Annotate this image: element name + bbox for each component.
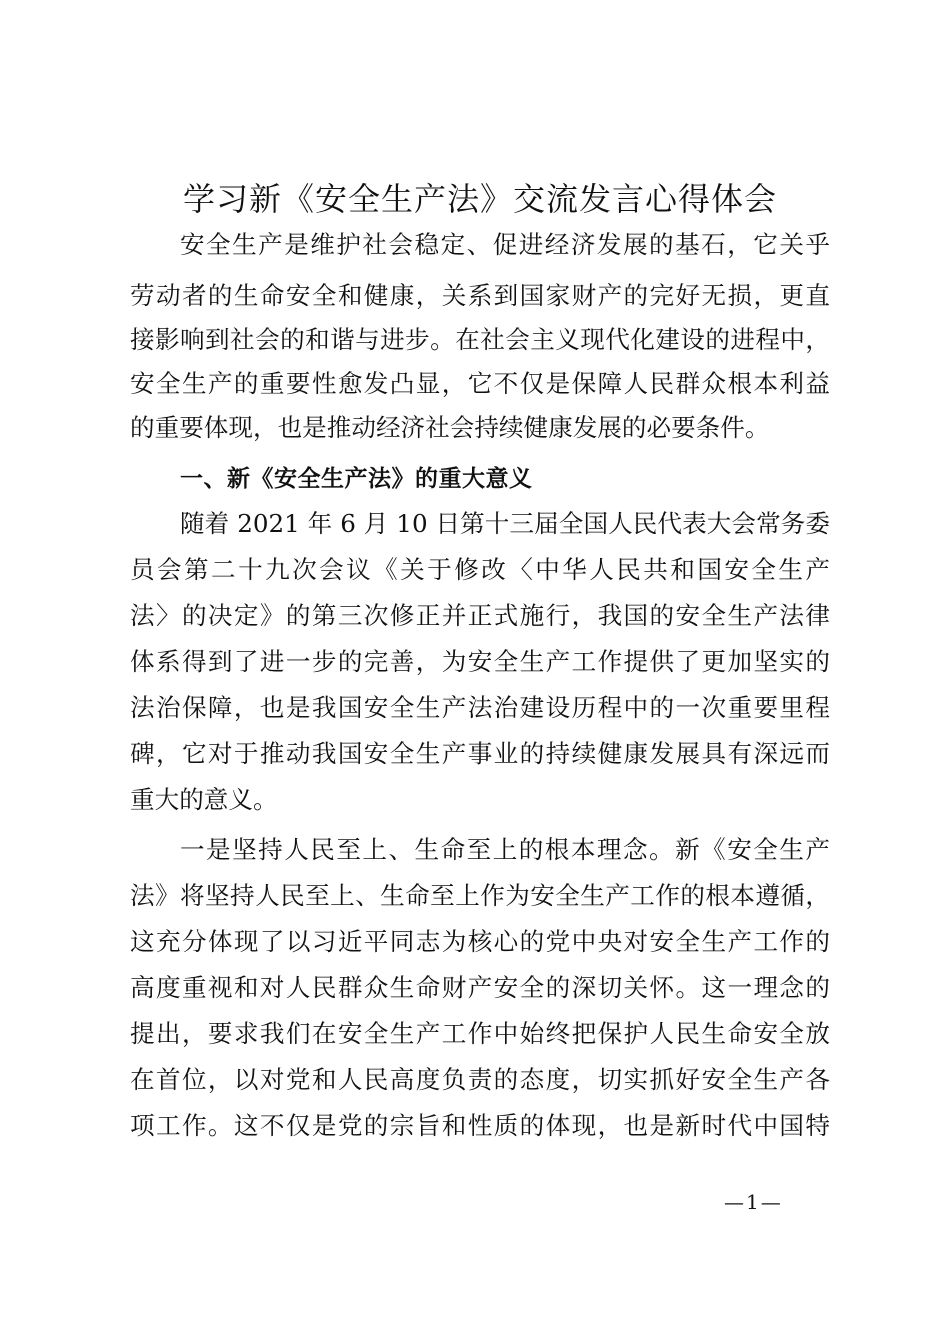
section-line: 员会第二十九次会议《关于修改〈中华人民共和国安全生产 (130, 555, 830, 584)
section-heading: 一、新《安全生产法》的重大意义 (180, 466, 533, 492)
point-one-line: 项工作。这不仅是党的宗旨和性质的体现，也是新时代中国特 (130, 1111, 830, 1140)
section-line: 体系得到了进一步的完善，为安全生产工作提供了更加坚实的 (130, 647, 830, 676)
intro-line: 的重要体现，也是推动经济社会持续健康发展的必要条件。 (130, 413, 770, 442)
section-line: 随着 2021 年 6 月 10 日第十三届全国人民代表大会常务委 (180, 509, 830, 538)
intro-line: 接影响到社会的和谐与进步。在社会主义现代化建设的进程中， (130, 325, 830, 354)
section-line: 碑，它对于推动我国安全生产事业的持续健康发展具有深远而 (130, 739, 830, 768)
point-one-line: 这充分体现了以习近平同志为核心的党中央对安全生产工作的 (130, 927, 830, 956)
intro-line: 劳动者的生命安全和健康，关系到国家财产的完好无损，更直 (130, 281, 830, 310)
point-one-line: 提出，要求我们在安全生产工作中始终把保护人民生命安全放 (130, 1019, 830, 1048)
intro-line: 安全生产的重要性愈发凸显，它不仅是保障人民群众根本利益 (130, 369, 830, 398)
page-number: —1— (724, 1190, 783, 1214)
point-one-line: 法》将坚持人民至上、生命至上作为安全生产工作的根本遵循， (130, 881, 830, 910)
intro-line: 安全生产是维护社会稳定、促进经济发展的基石，它关乎 (180, 230, 830, 259)
section-line: 法〉的决定》的第三次修正并正式施行，我国的安全生产法律 (130, 601, 830, 630)
document-title: 学习新《安全生产法》交流发言心得体会 (182, 180, 777, 218)
point-one-line: 一是坚持人民至上、生命至上的根本理念。新《安全生产 (180, 835, 830, 864)
point-one-line: 高度重视和对人民群众生命财产安全的深切关怀。这一理念的 (130, 973, 830, 1002)
section-line: 重大的意义。 (130, 785, 278, 814)
point-one-line: 在首位，以对党和人民高度负责的态度，切实抓好安全生产各 (130, 1065, 830, 1094)
section-line: 法治保障，也是我国安全生产法治建设历程中的一次重要里程 (130, 693, 830, 722)
